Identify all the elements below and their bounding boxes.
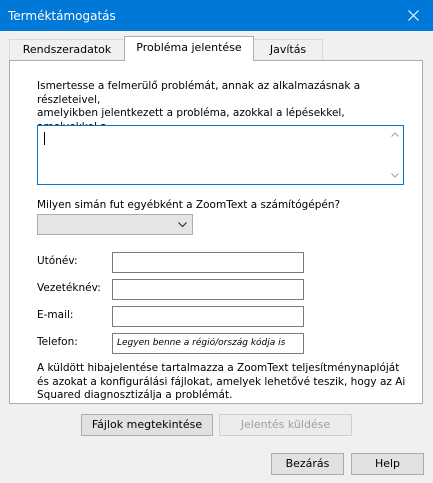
window-title: Terméktámogatás <box>8 9 116 23</box>
email-field[interactable] <box>112 306 304 327</box>
report-info-text <box>37 362 407 403</box>
problem-description-textarea[interactable] <box>37 125 404 185</box>
problem-instructions-line: Ismertesse a felmerülő problémát, annak az alkalmazásnak a részleteivel, <box>37 80 361 106</box>
tab-system-info[interactable]: Rendszeradatok <box>9 39 125 60</box>
performance-select[interactable] <box>37 214 193 235</box>
tab-report-problem[interactable]: Probléma jelentése <box>124 36 254 61</box>
chevron-down-icon <box>178 222 187 228</box>
report-info-line: A küldött hibajelentése tartalmazza a ZoomText teljesítménynaplóját <box>37 362 400 374</box>
title-bar <box>0 0 433 31</box>
first-name-label: Utónév: <box>37 255 78 267</box>
help-button[interactable]: Help <box>351 453 424 475</box>
phone-field[interactable]: Legyen benne a régió/ország kódja is <box>112 333 304 354</box>
performance-question: Milyen simán fut egyébként a ZoomText a számítógépén? <box>37 199 341 211</box>
view-files-button[interactable]: Fájlok megtekintése <box>81 414 213 436</box>
textarea-scrollbar[interactable] <box>387 126 403 184</box>
email-label: E-mail: <box>37 309 74 321</box>
last-name-label: Vezetéknév: <box>37 282 101 294</box>
scroll-up-icon <box>391 132 399 137</box>
last-name-field[interactable] <box>112 279 304 300</box>
text-caret <box>44 132 45 145</box>
close-button[interactable]: Bezárás <box>271 453 344 475</box>
phone-label: Telefon: <box>37 336 78 348</box>
first-name-field[interactable] <box>112 252 304 273</box>
problem-instructions-line: amelyikben jelentkezett a probléma, azokkal a lépésekkel, <box>37 107 345 119</box>
report-info-line: Squared diagnosztizálja a problémát. <box>37 389 233 401</box>
report-info-line: és azokat a konfigurálási fájlokat, amelyek lehetővé teszik, hogy az Ai <box>37 375 406 388</box>
tab-repair[interactable]: Javítás <box>253 39 323 60</box>
send-report-button[interactable]: Jelentés küldése <box>219 414 352 436</box>
close-window-button[interactable] <box>393 0 433 31</box>
scroll-down-icon <box>391 173 399 178</box>
close-icon <box>408 10 419 21</box>
